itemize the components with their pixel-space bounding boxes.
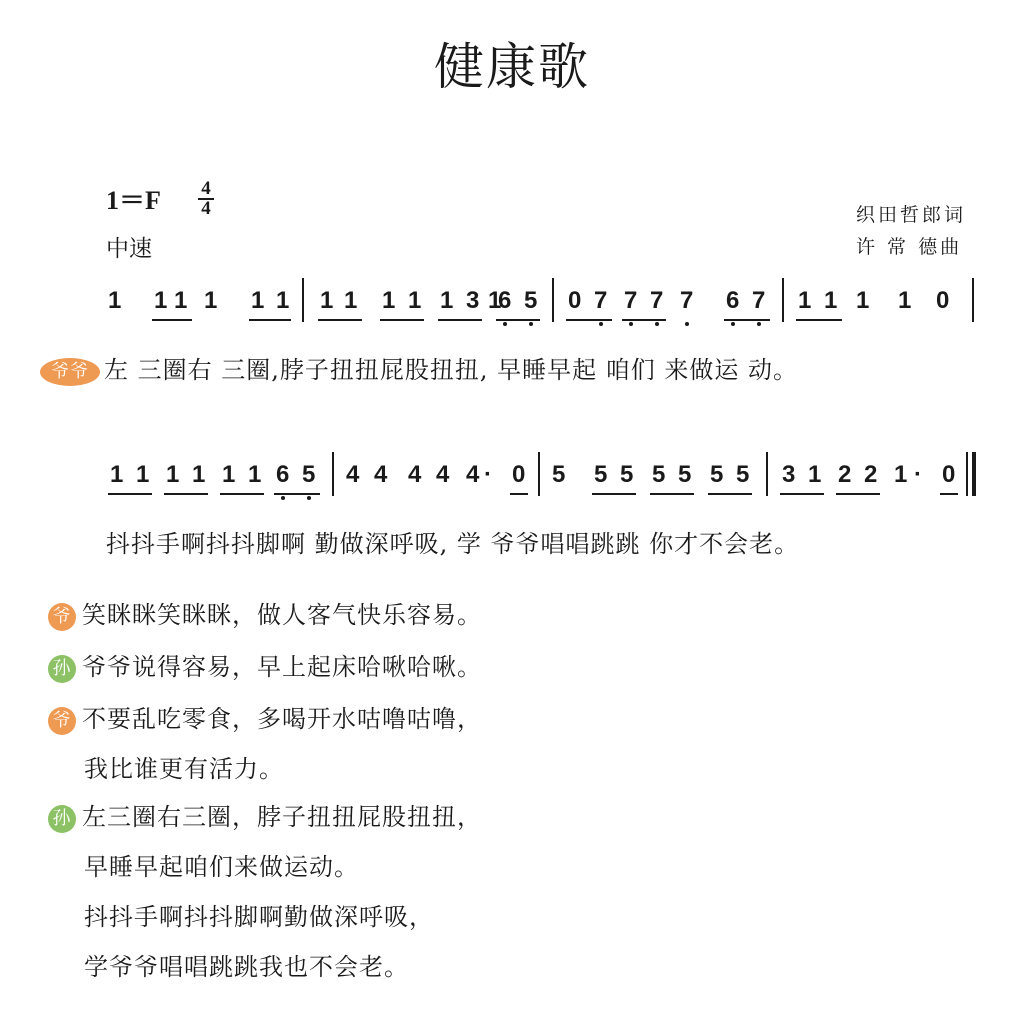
underline — [622, 319, 666, 321]
note: 2 — [838, 461, 852, 488]
barline — [766, 452, 768, 496]
barline — [538, 452, 540, 496]
underline — [438, 319, 482, 321]
singer-badge-grandpa: 爷 — [48, 707, 76, 735]
low-octave-dot — [307, 496, 311, 500]
underline — [510, 493, 528, 495]
note: 5 — [620, 461, 634, 488]
verse-text: 左三圈右三圈，脖子扭扭屁股扭扭， — [82, 803, 482, 831]
lyrics-line-2: 抖抖手啊抖抖脚啊 勤做深呼吸, 学 爷爷唱唱跳跳 你才不会老。 — [106, 530, 800, 558]
note: 1 — [108, 287, 122, 314]
underline — [780, 493, 824, 495]
note: 6 — [498, 287, 512, 314]
note: 3 — [782, 461, 796, 488]
underline — [940, 493, 958, 495]
underline — [318, 319, 362, 321]
verse-line-5 — [48, 802, 482, 833]
notation-line-2 — [0, 460, 1024, 512]
note: 1 — [808, 461, 822, 488]
final-barline-thin — [966, 452, 968, 496]
verse-text: 不要乱吃零食，多喝开水咕噜咕噜， — [82, 705, 482, 733]
note: 5 — [678, 461, 692, 488]
low-octave-dot — [685, 322, 689, 326]
note: 3 — [466, 287, 480, 314]
singer-badge-grandpa: 爷 — [48, 603, 76, 631]
note: 6 — [726, 287, 740, 314]
verse-line-4: 我比谁更有活力。 — [84, 755, 284, 783]
low-octave-dot — [629, 322, 633, 326]
note: 1 — [344, 287, 358, 314]
verse-line-2 — [48, 652, 482, 683]
verse-text: 爷爷说得容易，早上起床哈啾哈啾。 — [82, 653, 482, 681]
note: 5 — [736, 461, 750, 488]
underline — [249, 319, 291, 321]
verse-line-8: 学爷爷唱唱跳跳我也不会老。 — [84, 953, 409, 981]
underline — [566, 319, 612, 321]
underline — [380, 319, 424, 321]
note: 1 — [898, 287, 912, 314]
low-octave-dot — [503, 322, 507, 326]
note: 0 — [936, 287, 950, 314]
lyrics-line-1 — [40, 354, 798, 386]
verse-line-1 — [48, 600, 482, 631]
barline — [782, 278, 784, 322]
composer-credit: 许 常 德曲 — [856, 236, 963, 258]
verse-line-6: 早睡早起咱们来做运动。 — [84, 853, 359, 881]
key-signature: 1＝F — [106, 186, 161, 215]
underline — [708, 493, 752, 495]
note: 1 — [276, 287, 290, 314]
underline — [220, 493, 264, 495]
note: 1 — [192, 461, 206, 488]
barline — [302, 278, 304, 322]
underline — [724, 319, 770, 321]
note: 5 — [710, 461, 724, 488]
note: 2 — [864, 461, 878, 488]
barline — [332, 452, 334, 496]
barline — [972, 278, 974, 322]
time-signature — [196, 180, 216, 218]
note: 1 — [440, 287, 454, 314]
note: 1 — [320, 287, 334, 314]
underline — [496, 319, 540, 321]
note: 0 — [512, 461, 526, 488]
note: 5 — [652, 461, 666, 488]
singer-badge-grandson: 孙 — [48, 805, 76, 833]
note: 6 — [276, 461, 290, 488]
augmentation-dot: · — [914, 461, 922, 488]
underline — [274, 493, 320, 495]
underline — [650, 493, 694, 495]
verse-line-3 — [48, 704, 482, 735]
verse-line-7: 抖抖手啊抖抖脚啊勤做深呼吸， — [84, 903, 434, 931]
barline — [552, 278, 554, 322]
note: 1 — [894, 461, 908, 488]
low-octave-dot — [529, 322, 533, 326]
underline — [108, 493, 152, 495]
note: 1 — [382, 287, 396, 314]
note: 1 — [856, 287, 870, 314]
note: 0 — [568, 287, 582, 314]
tempo-marking: 中速 — [106, 236, 152, 262]
note: 7 — [650, 287, 664, 314]
note: 1 — [488, 287, 502, 314]
note: 4 — [436, 461, 450, 488]
singer-badge-grandpa: 爷爷 — [40, 358, 100, 386]
final-barline-thick — [972, 452, 976, 496]
underline — [796, 319, 842, 321]
note: 7 — [594, 287, 608, 314]
lyricist-credit: 织田哲郎词 — [856, 204, 967, 226]
note: 7 — [680, 287, 694, 314]
note: 1 — [166, 461, 180, 488]
verse-text: 笑眯眯笑眯眯，做人客气快乐容易。 — [82, 601, 482, 629]
note: 7 — [624, 287, 638, 314]
note: 1 — [136, 461, 150, 488]
note: 1 — [248, 461, 262, 488]
singer-badge-grandson: 孙 — [48, 655, 76, 683]
note: 5 — [594, 461, 608, 488]
note: 4 — [408, 461, 422, 488]
time-signature-denominator: 4 — [201, 198, 211, 219]
note: 1 — [798, 287, 812, 314]
note: 1 — [824, 287, 838, 314]
note: 5 — [552, 461, 566, 488]
note: 1 — [204, 287, 218, 314]
note: 1 — [154, 287, 168, 314]
low-octave-dot — [655, 322, 659, 326]
note: 4 — [374, 461, 388, 488]
low-octave-dot — [731, 322, 735, 326]
low-octave-dot — [599, 322, 603, 326]
note: 5 — [524, 287, 538, 314]
note: 5 — [302, 461, 316, 488]
time-signature-numerator: 4 — [201, 178, 211, 199]
low-octave-dot — [757, 322, 761, 326]
underline — [152, 319, 192, 321]
note: 1 — [110, 461, 124, 488]
underline — [836, 493, 880, 495]
lyrics-text: 左 三圈右 三圈,脖子扭扭屁股扭扭, 早睡早起 咱们 来做运 动。 — [104, 356, 799, 384]
low-octave-dot — [281, 496, 285, 500]
augmentation-dot: · — [484, 461, 492, 488]
note: 4 — [466, 461, 480, 488]
song-title: 健康歌 — [434, 38, 590, 96]
underline — [164, 493, 208, 495]
note: 7 — [752, 287, 766, 314]
note: 1 — [222, 461, 236, 488]
note: 1 — [408, 287, 422, 314]
note: 0 — [942, 461, 956, 488]
note: 4 — [346, 461, 360, 488]
note: 1 — [251, 287, 265, 314]
underline — [592, 493, 636, 495]
note: 1 — [174, 287, 188, 314]
notation-line-1 — [0, 286, 1024, 338]
